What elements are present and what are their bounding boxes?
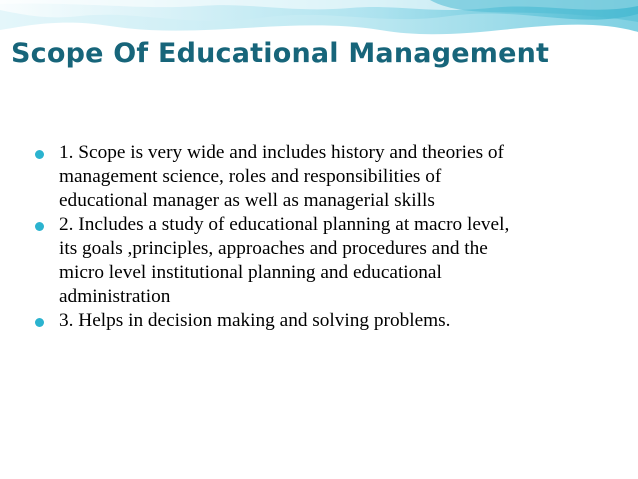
bullet-item-1 — [35, 141, 605, 213]
bullet-line: micro level institutional planning and educational — [59, 262, 442, 283]
bullet-item-2 — [35, 213, 605, 309]
bullet-dot-icon — [35, 150, 44, 159]
bullet-line: administration — [59, 286, 171, 307]
bullet-item-3 — [35, 309, 605, 333]
bullet-dot-icon — [35, 318, 44, 327]
bullet-dot-icon — [35, 222, 44, 231]
bullet-line: 3. Helps in decision making and solving problems. — [59, 310, 451, 331]
bullet-line: its goals ,principles, approaches and procedures and the — [59, 238, 488, 259]
bullet-line: management science, roles and responsibilities of — [59, 166, 442, 187]
bullet-line: educational manager as well as managerial skills — [59, 190, 435, 211]
bullet-line: 1. Scope is very wide and includes history and theories of — [59, 142, 504, 163]
bullet-line: 2. Includes a study of educational planning at macro level, — [59, 214, 510, 235]
slide-title: Scope Of Educational Management — [11, 38, 550, 69]
bullet-list — [35, 141, 605, 333]
